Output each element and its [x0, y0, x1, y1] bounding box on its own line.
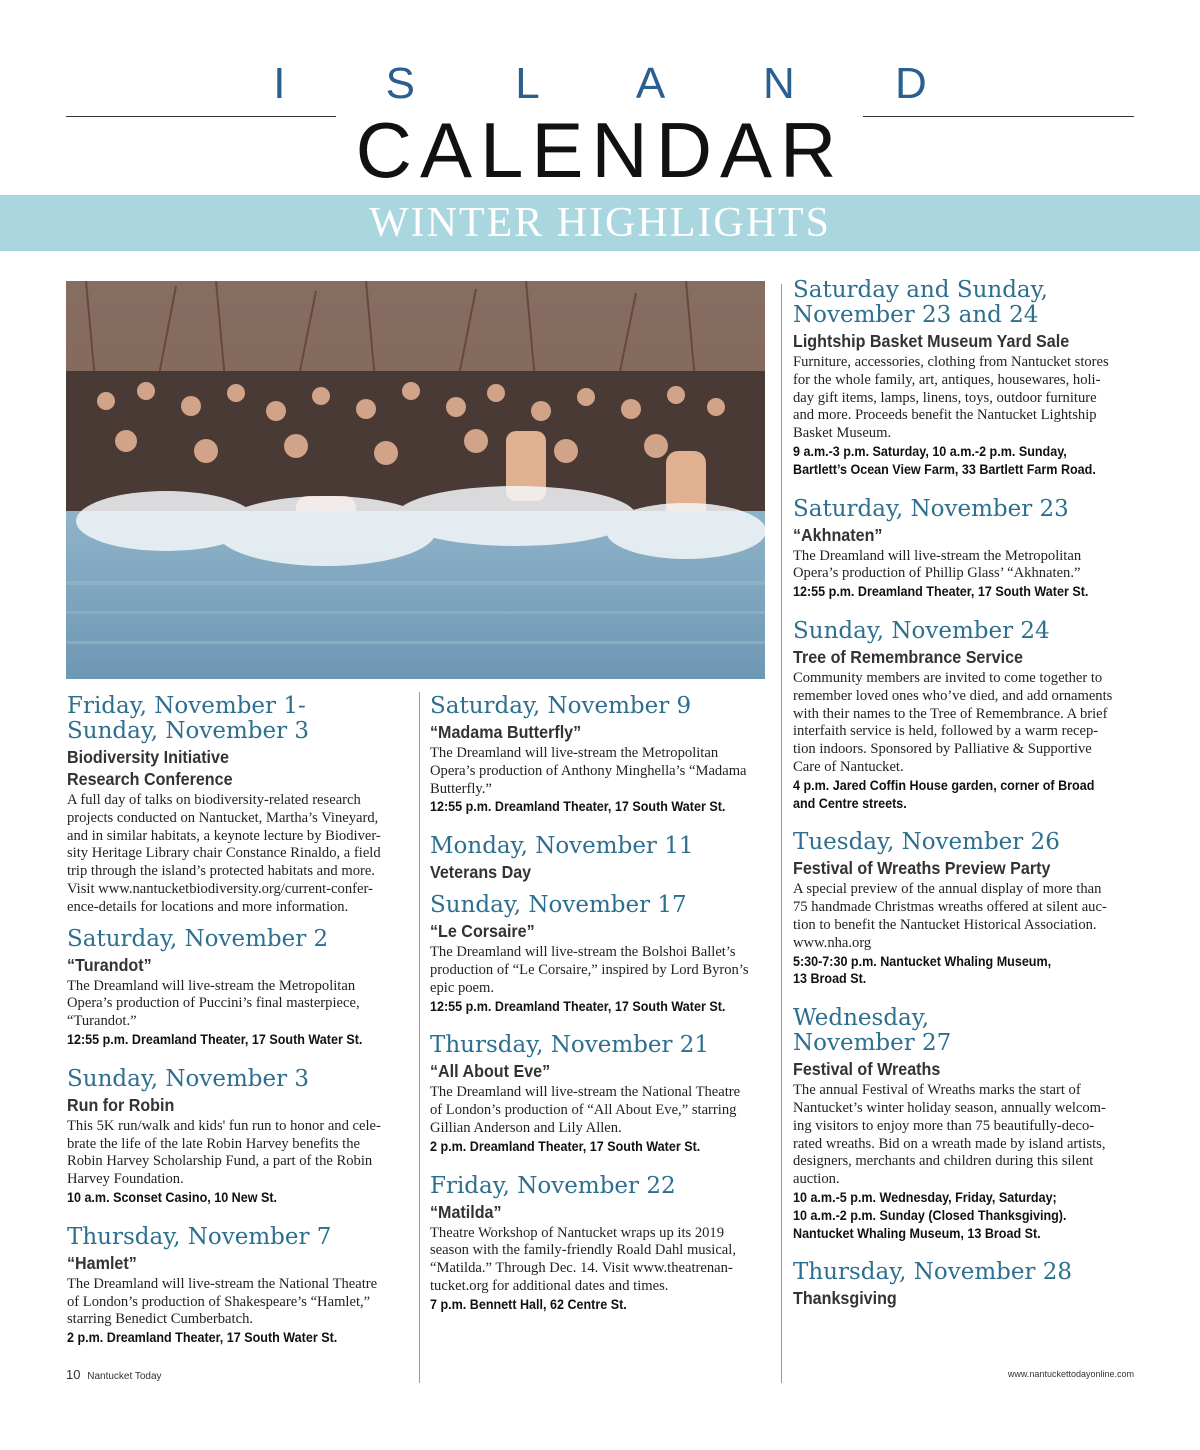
- event-description: Community members are invited to come together to remember loved ones who’ve died, and add ornaments with their names to the Tree of Remembrance. A brief interfaith service is held, followed by a warm recep- tion indoors. Sponsored by Palliative & Supportive Care of Nantucket.: [793, 669, 1113, 775]
- event-description: This 5K run/walk and kids' fun run to honor and cele- brate the life of the late Robin Harvey benefits the Robin Harvey Scholarship Fund, a part of the Robin Harvey Foundation.: [67, 1117, 381, 1188]
- event-time-location: 12:55 p.m. Dreamland Theater, 17 South Water St.: [67, 1031, 363, 1047]
- event-date: Thursday, November 28: [793, 1259, 1073, 1286]
- event-tree-of-remembrance: [793, 619, 1138, 812]
- event-date: Saturday, November 2: [67, 925, 329, 952]
- event-time-location: 12:55 p.m. Dreamland Theater, 17 South Water St.: [430, 998, 726, 1014]
- event-time-location: 5:30-7:30 p.m. Nantucket Whaling Museum, 13 Broad St.: [793, 953, 1052, 987]
- event-time-location: 10 a.m.-5 p.m. Wednesday, Friday, Saturday; 10 a.m.-2 p.m. Sunday (Closed Thanksgiving). Nantucket Whaling Museum, 13 Broad St.: [793, 1189, 1067, 1241]
- event-date: Sunday, November 3: [67, 1065, 310, 1092]
- event-date: Wednesday, November 27: [793, 1005, 952, 1057]
- event-time-location: 12:55 p.m. Dreamland Theater, 17 South Water St.: [793, 584, 1089, 600]
- event-matilda: [430, 1174, 775, 1314]
- event-title: Run for Robin: [67, 1094, 175, 1115]
- event-date: Friday, November 1- Sunday, November 3: [67, 693, 310, 744]
- event-title: “Le Corsaire”: [430, 921, 535, 942]
- event-run-for-robin: [67, 1067, 412, 1207]
- column-divider-left: [419, 692, 420, 1383]
- event-veterans-day: [430, 834, 775, 883]
- event-description: Furniture, accessories, clothing from Nantucket stores for the whole family, art, antiques, housewares, holi- day gift items, lamps, linens, toys, outdoor furniture and more. Proceeds benefit the Nantucket Lightship Basket Museum.: [793, 354, 1109, 442]
- event-title: “Hamlet”: [67, 1252, 137, 1273]
- event-date: Tuesday, November 26: [793, 829, 1060, 856]
- calendar-column-3: [793, 278, 1138, 1327]
- event-wreaths-preview-party: [793, 830, 1138, 988]
- event-title: Tree of Remembrance Service: [793, 646, 1023, 667]
- event-description: The Dreamland will live-stream the Metropolitan Opera’s production of Phillip Glass’ “Akhnaten.”: [793, 547, 1082, 582]
- event-time-location: 2 p.m. Dreamland Theater, 17 South Water St.: [67, 1330, 338, 1346]
- event-time-location: 9 a.m.-3 p.m. Saturday, 10 a.m.-2 p.m. Sunday, Bartlett’s Ocean View Farm, 33 Bartlett Farm Road.: [793, 443, 1096, 477]
- event-date: Sunday, November 24: [793, 617, 1050, 644]
- event-title: “Madama Butterfly”: [430, 722, 582, 742]
- event-time-location: 2 p.m. Dreamland Theater, 17 South Water St.: [430, 1138, 701, 1154]
- page-number: 10: [66, 1367, 81, 1382]
- event-title: “Matilda”: [430, 1201, 502, 1222]
- header-kicker: I S L A N D: [273, 59, 971, 108]
- event-time-location: 12:55 p.m. Dreamland Theater, 17 South Water St.: [430, 799, 726, 815]
- footer-website: www.nantuckettodayonline.com: [1007, 1369, 1134, 1379]
- event-turandot: [67, 927, 412, 1049]
- footer-folio: [66, 1367, 162, 1382]
- section-banner: [0, 195, 1200, 251]
- event-description: Theatre Workshop of Nantucket wraps up its 2019 season with the family-friendly Roald Dahl musical, “Matilda.” Through Dec. 14. Visit www.theatrenan- tucket.org for additional dates and times.: [430, 1224, 736, 1294]
- page-title: CALENDAR: [355, 106, 845, 194]
- event-date: Thursday, November 21: [430, 1032, 710, 1059]
- event-date: Thursday, November 7: [67, 1223, 332, 1250]
- event-time-location: 10 a.m. Sconset Casino, 10 New St.: [67, 1189, 278, 1205]
- event-time-location: 4 p.m. Jared Coffin House garden, corner of Broad and Centre streets.: [793, 777, 1095, 811]
- event-date: Saturday, November 23: [793, 495, 1069, 522]
- event-description: A full day of talks on biodiversity-related research projects conducted on Nantucket, Martha’s Vineyard, and in similar habitats, a keynote lecture by Biodiver- sity Heritage Library chair Constance Rinaldo, a field trip through the island’s protected habitats and more. Visit www.nantucketbiodiversity.org/current-confer- ence-details for locations and more information.: [67, 792, 381, 915]
- event-hamlet: [67, 1225, 412, 1347]
- event-thanksgiving: [793, 1260, 1138, 1309]
- event-title: Lightship Basket Museum Yard Sale: [793, 331, 1070, 351]
- event-akhnaten: [793, 497, 1138, 601]
- calendar-column-1: [67, 694, 412, 1365]
- banner-text: WINTER HIGHLIGHTS: [368, 200, 832, 246]
- event-all-about-eve: [430, 1033, 775, 1155]
- column-divider-right: [781, 284, 782, 1383]
- event-title: “Akhnaten”: [793, 524, 883, 545]
- event-festival-of-wreaths: [793, 1006, 1138, 1242]
- event-le-corsaire: [430, 893, 775, 1015]
- event-description: A special preview of the annual display of more than 75 handmade Christmas wreaths offered at silent auc- tion to benefit the Nantucket Historical Association. www.nha.org: [793, 881, 1107, 951]
- event-date: Saturday and Sunday, November 23 and 24: [793, 277, 1048, 328]
- event-description: The Dreamland will live-stream the National Theatre of London’s production of “All About Eve,” starring Gillian Anderson and Lily Allen.: [430, 1084, 741, 1136]
- event-madama-butterfly: [430, 694, 775, 816]
- event-title: Veterans Day: [430, 862, 532, 883]
- event-description: The Dreamland will live-stream the Bolshoi Ballet’s production of “Le Corsaire,” inspired by Lord Byron’s epic poem.: [430, 944, 749, 996]
- polar-plunge-photo: [66, 281, 765, 679]
- event-date: Friday, November 22: [430, 1172, 676, 1199]
- event-title: “Turandot”: [67, 954, 152, 975]
- event-description: The Dreamland will live-stream the National Theatre of London’s production of Shakespeare’s “Hamlet,” starring Benedict Cumberbatch.: [67, 1275, 378, 1328]
- event-title: Biodiversity Initiative Research Conference: [67, 747, 233, 789]
- event-date: Sunday, November 17: [430, 892, 687, 919]
- event-description: The annual Festival of Wreaths marks the start of Nantucket’s winter holiday season, annually welcom- ing visitors to enjoy more than 75 beautifully-deco- rated wreaths. Bid on a wreath made by island artists, designers, merchants and children during this silent auction.: [793, 1082, 1106, 1188]
- event-date: Saturday, November 9: [430, 693, 692, 719]
- calendar-column-2: [430, 694, 775, 1332]
- event-title: Thanksgiving: [793, 1288, 897, 1309]
- event-description: The Dreamland will live-stream the Metropolitan Opera’s production of Puccini’s final masterpiece, “Turandot.”: [67, 977, 360, 1030]
- event-description: The Dreamland will live-stream the Metropolitan Opera’s production of Anthony Minghella’s “Madama Butterfly.”: [430, 745, 747, 797]
- event-time-location: 7 p.m. Bennett Hall, 62 Centre St.: [430, 1296, 627, 1312]
- event-biodiversity-conference: [67, 694, 412, 917]
- event-date: Monday, November 11: [430, 833, 694, 860]
- event-title: Festival of Wreaths: [793, 1059, 941, 1080]
- event-title: “All About Eve”: [430, 1061, 551, 1082]
- publication-name: Nantucket Today: [87, 1371, 162, 1382]
- event-basket-museum-yard-sale: [793, 278, 1138, 479]
- event-title: Festival of Wreaths Preview Party: [793, 858, 1051, 879]
